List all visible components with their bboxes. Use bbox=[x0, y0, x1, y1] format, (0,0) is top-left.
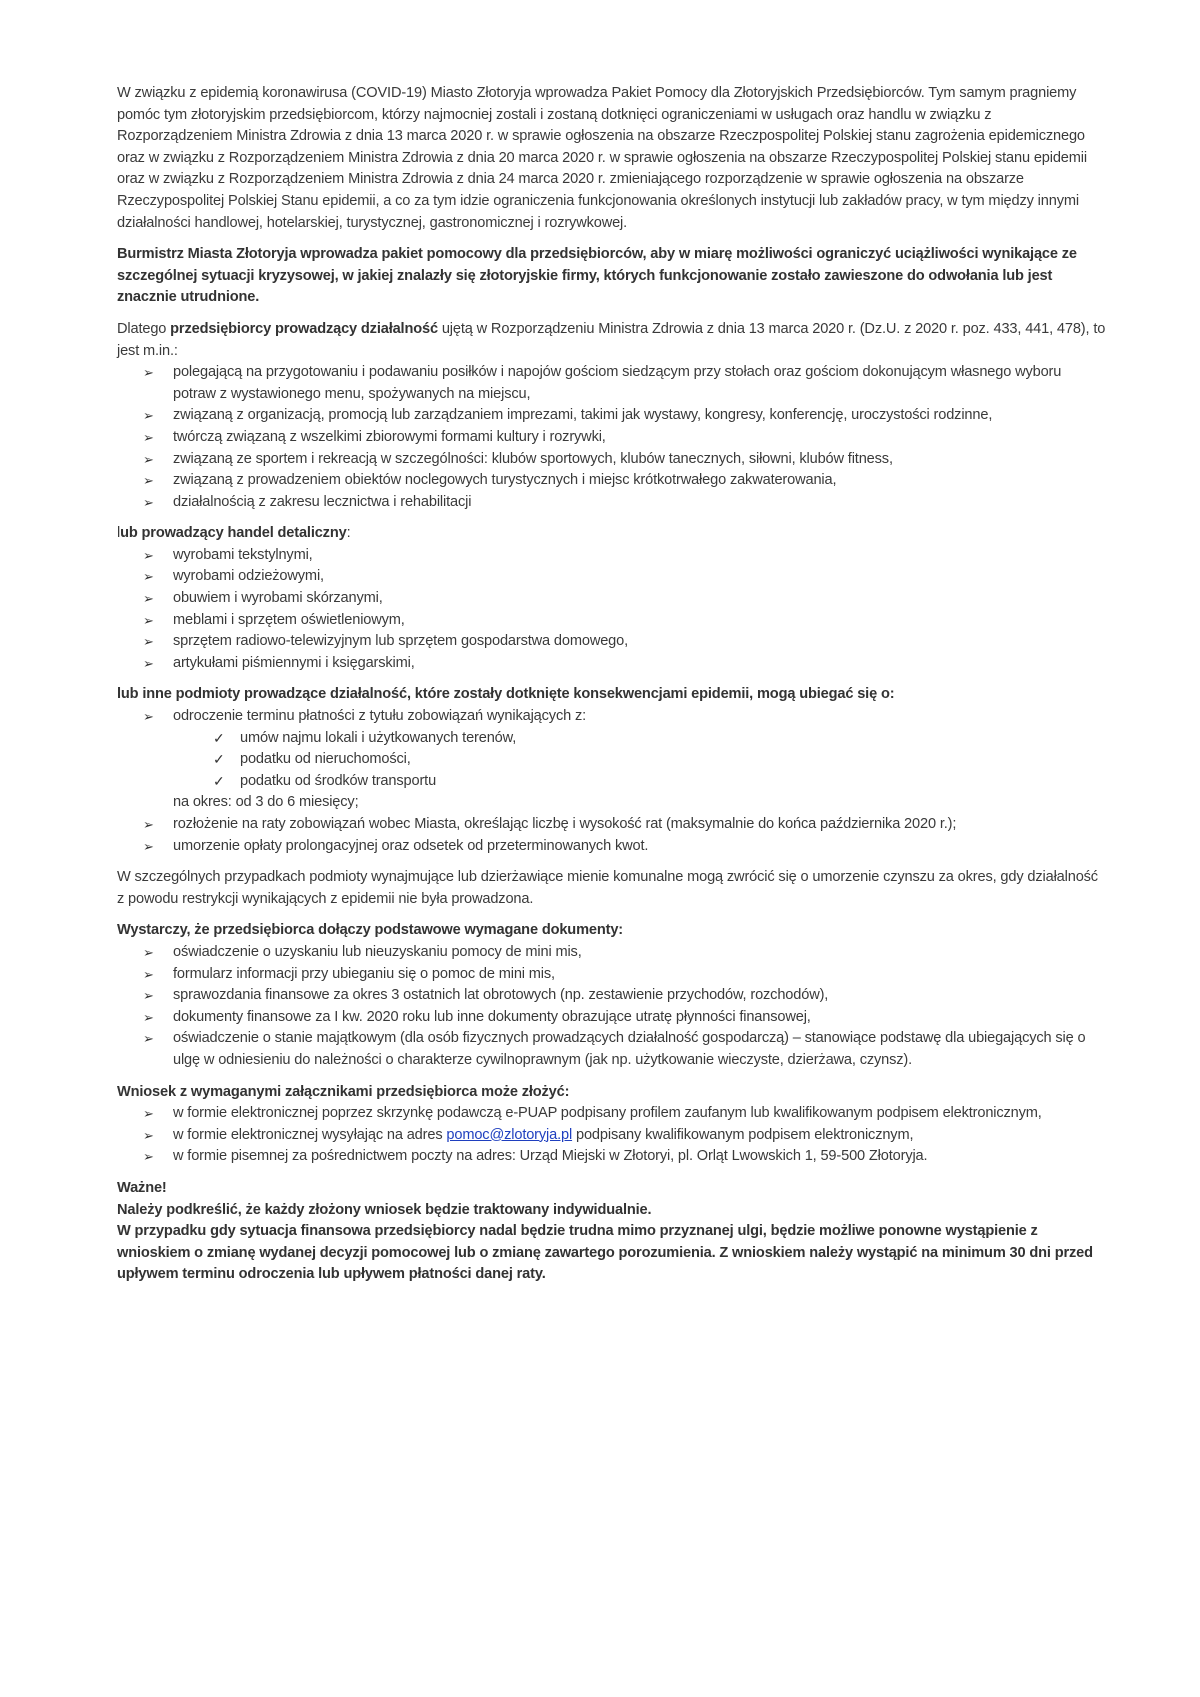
relief-lead: lub inne podmioty prowadzące działalność, które zostały dotknięte konsekwencjami epidemii, mogą ubiegać się o: bbox=[117, 686, 895, 703]
list-item: ➢ w formie elektronicznej poprzez skrzynkę podawczą e-PUAP podpisany profilem zaufanym lub kwalifikowanym podpisem elektronicznym, bbox=[117, 1103, 1107, 1125]
arrow-bullet-icon: ➢ bbox=[143, 612, 154, 628]
arrow-bullet-icon: ➢ bbox=[143, 473, 154, 489]
eligibility-lead bbox=[117, 319, 1107, 362]
list-item: ➢ sprawozdania finansowe za okres 3 ostatnich lat obrotowych (np. zestawienie przychodów, rozchodów), bbox=[117, 985, 1107, 1007]
list-item: ➢ formularz informacji przy ubieganiu się o pomoc de mini mis, bbox=[117, 964, 1107, 986]
intro-paragraph: W związku z epidemią koronawirusa (COVID-19) Miasto Złotoryja wprowadza Pakiet Pomocy dla Złotoryjskich Przedsiębiorców. Tym samym pragniemy pomóc tym złotoryjskim przedsiębiorcom, którzy najmocniej zostali i zostaną dotknięci ograniczeniami w usługach oraz handlu w związku z Rozporządzeniem Ministra Zdrowia z dnia 13 marca 2020 r. w sprawie ogłoszenia na obszarze Rzeczpospolitej Polskiej stanu zagrożenia epidemicznego oraz w związku z Rozporządzeniem Ministra Zdrowia z dnia 20 marca 2020 r. w sprawie ogłoszenia na obszarze Rzeczypospolitej Polskiej stanu epidemii oraz w związku z Rozporządzeniem Ministra Zdrowia z dnia 24 marca 2020 r. zmieniającego rozporządzenie w sprawie ogłoszenia na obszarze Rzeczypospolitej Polskiej Stanu epidemii, a co za tym idzie ograniczenia funkcjonowania określonych instytucji lub zakładów pracy, w tym między innymi działalności handlowej, hotelarskiej, turystycznej, gastronomicznej i rozrywkowej. bbox=[117, 85, 1087, 231]
arrow-bullet-icon: ➢ bbox=[143, 591, 154, 607]
list-item: ➢ wyrobami odzieżowymi, bbox=[117, 566, 1107, 588]
checkmark-icon: ✓ bbox=[213, 729, 225, 746]
list-item: ➢ odroczenie terminu płatności z tytułu zobowiązań wynikających z: bbox=[117, 706, 1107, 728]
arrow-bullet-icon: ➢ bbox=[143, 1127, 154, 1143]
list-item: ➢ związaną ze sportem i rekreacją w szczególności: klubów sportowych, klubów tanecznych, siłowni, klubów fitness, bbox=[117, 449, 1107, 471]
list-item: ➢ twórczą związaną z wszelkimi zbiorowymi formami kultury i rozrywki, bbox=[117, 427, 1107, 449]
checkmark-icon: ✓ bbox=[213, 772, 225, 789]
list-item: ➢ związaną z organizacją, promocją lub zarządzaniem imprezami, takimi jak wystawy, kongresy, konferencję, uroczystości rodzinne, bbox=[117, 405, 1107, 427]
arrow-bullet-icon: ➢ bbox=[143, 838, 154, 854]
list-item: ➢ obuwiem i wyrobami skórzanymi, bbox=[117, 588, 1107, 610]
mayor-statement: Burmistrz Miasta Złotoryja wprowadza pakiet pomocowy dla przedsiębiorców, aby w miarę możliwości ograniczyć uciążliwości wynikające ze szczególnej sytuacji kryzysowej, w jakiej znalazły się złotoryjskie firmy, których funkcjonowanie zostało zawieszone do odwołania lub jest znacznie utrudnione. bbox=[117, 246, 1077, 306]
sublist-item: ✓ podatku od środków transportu bbox=[117, 771, 1107, 793]
list-item: ➢ oświadczenie o stanie majątkowym (dla osób fizycznych prowadzących działalność gospodarczą) – stanowiące podstawę dla ubiegających się o ulgę w odniesieniu do należności o charakterze cywilnoprawnym (jak np. użytkowanie wieczyste, dzierżawa, czynsz). bbox=[143, 1030, 1086, 1068]
list-item: ➢ artykułami piśmiennymi i księgarskimi, bbox=[117, 653, 1107, 675]
rent-note: W szczególnych przypadkach podmioty wynajmujące lub dzierżawiące mienie komunalne mogą zwrócić się o umorzenie czynszu za okres, gdy działalność z powodu restrykcji wynikających z epidemii nie była prowadzona. bbox=[117, 869, 1098, 907]
eligibility-lead-bold: przedsiębiorcy prowadzący działalność bbox=[170, 320, 438, 337]
retail-lead-first-letter: l bbox=[117, 525, 121, 542]
arrow-bullet-icon: ➢ bbox=[143, 988, 154, 1004]
retail-lead: lub prowadzący handel detaliczny: bbox=[117, 525, 351, 542]
eligibility-lead-suffix: ujętą w Rozporządzeniu Ministra Zdrowia z dnia 13 marca 2020 r. (Dz.U. z 2020 r. poz. 433, 441, 478), to jest m.in.: bbox=[117, 320, 1106, 359]
relief-list bbox=[117, 706, 1107, 728]
submission-list bbox=[117, 1103, 1107, 1168]
arrow-bullet-icon: ➢ bbox=[143, 1106, 154, 1122]
list-item: ➢ działalnością z zakresu lecznictwa i rehabilitacji bbox=[117, 492, 1107, 514]
list-item: ➢ związaną z prowadzeniem obiektów noclegowych turystycznych i miejsc krótkotrwałego zakwaterowania, bbox=[117, 470, 1107, 492]
deferral-sublist bbox=[117, 728, 1107, 793]
arrow-bullet-icon: ➢ bbox=[143, 966, 154, 982]
list-item: ➢ dokumenty finansowe za I kw. 2020 roku lub inne dokumenty obrazujące utratę płynności finansowej, bbox=[117, 1007, 1107, 1029]
retail-lead-bold: ub prowadzący handel detaliczny bbox=[120, 525, 347, 542]
checkmark-icon: ✓ bbox=[213, 751, 225, 768]
arrow-bullet-icon: ➢ bbox=[143, 408, 154, 424]
deferral-period: na okres: od 3 do 6 miesięcy; bbox=[173, 794, 359, 811]
arrow-bullet-icon: ➢ bbox=[143, 569, 154, 585]
arrow-bullet-icon: ➢ bbox=[143, 655, 154, 671]
list-item: ➢ meblami i sprzętem oświetleniowym, bbox=[117, 610, 1107, 632]
arrow-bullet-icon: ➢ bbox=[143, 709, 154, 725]
sublist-item: ✓ podatku od nieruchomości, bbox=[117, 749, 1107, 771]
document-page bbox=[117, 83, 1107, 1286]
important-section bbox=[117, 1178, 1107, 1286]
documents-lead: Wystarczy, że przedsiębiorca dołączy podstawowe wymagane dokumenty: bbox=[117, 922, 624, 939]
eligibility-lead-prefix: Dlatego bbox=[117, 320, 171, 337]
important-line-1: Należy podkreślić, że każdy złożony wniosek będzie traktowany indywidualnie. bbox=[117, 1201, 652, 1218]
list-item: ➢ polegającą na przygotowaniu i podawaniu posiłków i napojów gościom siedzącym przy stołach oraz gościom dokonującym własnego wyboru potraw z wystawionego menu, spożywanych na miejscu, bbox=[143, 364, 1062, 402]
arrow-bullet-icon: ➢ bbox=[143, 1031, 154, 1047]
retail-list bbox=[117, 545, 1107, 675]
list-item: ➢ rozłożenie na raty zobowiązań wobec Miasta, określając liczbę i wysokość rat (maksymalnie do końca października 2020 r.); bbox=[117, 814, 1107, 836]
arrow-bullet-icon: ➢ bbox=[143, 634, 154, 650]
list-item: ➢ wyrobami tekstylnymi, bbox=[117, 545, 1107, 567]
list-item: ➢ oświadczenie o uzyskaniu lub nieuzyskaniu pomocy de mini mis, bbox=[117, 942, 1107, 964]
arrow-bullet-icon: ➢ bbox=[143, 944, 154, 960]
list-item: ➢ umorzenie opłaty prolongacyjnej oraz odsetek od przeterminowanych kwot. bbox=[117, 836, 1107, 858]
documents-list bbox=[117, 942, 1107, 1072]
arrow-bullet-icon: ➢ bbox=[143, 547, 154, 563]
arrow-bullet-icon: ➢ bbox=[143, 817, 154, 832]
relief-list-continued bbox=[117, 814, 1107, 857]
arrow-bullet-icon: ➢ bbox=[143, 1149, 154, 1165]
list-item: ➢ w formie elektronicznej wysyłając na adres pomoc@zlotoryja.pl podpisany kwalifikowanym podpisem elektronicznym, bbox=[117, 1125, 1107, 1147]
arrow-bullet-icon: ➢ bbox=[143, 494, 154, 510]
email-link[interactable]: pomoc@zlotoryja.pl bbox=[446, 1126, 573, 1143]
list-item: ➢ w formie pisemnej za pośrednictwem poczty na adres: Urząd Miejski w Złotoryi, pl. Orląt Lwowskich 1, 59-500 Złotoryja. bbox=[117, 1146, 1107, 1168]
activities-list bbox=[117, 362, 1107, 513]
arrow-bullet-icon: ➢ bbox=[143, 365, 154, 381]
important-line-2: W przypadku gdy sytuacja finansowa przedsiębiorcy nadal będzie trudna mimo przyznanej ulgi, będzie możliwe ponowne wystąpienie z wnioskiem o zmianę wydanej decyzji pomocowej lub o zmianę zawartego porozumienia. Z wnioskiem należy wystąpić na minimum 30 dni przed upływem terminu odroczenia lub upływem płatności danej raty. bbox=[117, 1223, 1093, 1283]
sublist-item: ✓ umów najmu lokali i użytkowanych terenów, bbox=[117, 728, 1107, 750]
list-item: ➢ sprzętem radiowo-telewizyjnym lub sprzętem gospodarstwa domowego, bbox=[117, 631, 1107, 653]
arrow-bullet-icon: ➢ bbox=[143, 429, 154, 445]
arrow-bullet-icon: ➢ bbox=[143, 1009, 154, 1025]
important-title: Ważne! bbox=[117, 1179, 167, 1196]
arrow-bullet-icon: ➢ bbox=[143, 451, 154, 467]
submission-lead: Wniosek z wymaganymi załącznikami przedsiębiorca może złożyć: bbox=[117, 1083, 570, 1100]
